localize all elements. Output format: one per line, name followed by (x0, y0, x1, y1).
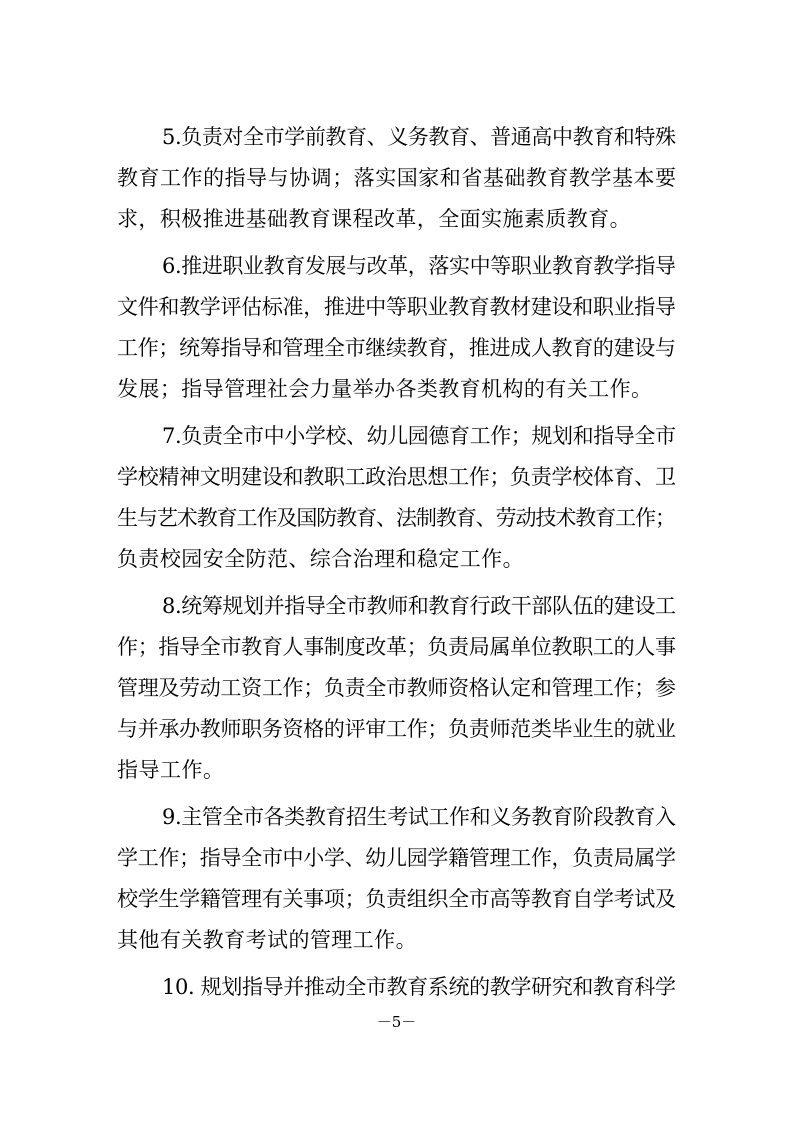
text-line (0, 627, 793, 667)
text-line (0, 586, 793, 626)
text-line (0, 967, 793, 1007)
text-line-content: 其他有关教育考试的管理工作。 (117, 928, 418, 952)
text-line (0, 838, 793, 878)
text-line-content: 求，积极推进基础教育课程改革，全面实施素质教育。 (117, 207, 632, 231)
text-line-content: 5.负责对全市学前教育、义务教育、普通高中教育和特殊 (162, 125, 676, 149)
text-line (0, 668, 793, 708)
text-line (0, 117, 793, 157)
text-line-content: 管理及劳动工资工作；负责全市教师资格认定和管理工作；参 (117, 676, 676, 700)
text-line-content: 校学生学籍管理有关事项；负责组织全市高等教育自学考试及 (117, 887, 676, 911)
text-line-content: 负责校园安全防范、综合治理和稳定工作。 (117, 547, 525, 571)
text-line (0, 879, 793, 919)
text-line (0, 457, 793, 497)
text-line (0, 750, 793, 790)
text-line-content: 工作；统筹指导和管理全市继续教育，推进成人教育的建设与 (117, 336, 676, 360)
text-line-content: 10. 规划指导并推动全市教育系统的教学研究和教育科学 (162, 975, 676, 999)
text-line (0, 287, 793, 327)
text-line (0, 416, 793, 456)
text-line (0, 246, 793, 286)
text-line-content: 学校精神文明建设和教职工政治思想工作；负责学校体育、卫 (117, 465, 676, 489)
text-line-content: 学工作；指导全市中小学、幼儿园学籍管理工作，负责局属学 (117, 846, 676, 870)
page-number: －5－ (376, 1013, 417, 1031)
text-line-content: 9.主管全市各类教育招生考试工作和义务教育阶段教育入 (162, 805, 676, 829)
text-line-content: 与并承办教师职务资格的评审工作；负责师范类毕业生的就业 (117, 717, 676, 741)
text-line (0, 920, 793, 960)
text-line (0, 369, 793, 409)
text-line-content: 作；指导全市教育人事制度改革；负责局属单位教职工的人事 (117, 635, 676, 659)
text-line-content: 7.负责全市中小学校、幼儿园德育工作；规划和指导全市 (162, 424, 676, 448)
text-line-content: 发展；指导管理社会力量举办各类教育机构的有关工作。 (117, 377, 653, 401)
text-line (0, 498, 793, 538)
text-line (0, 158, 793, 198)
text-line (0, 709, 793, 749)
text-line-content: 6.推进职业教育发展与改革，落实中等职业教育教学指导 (162, 254, 676, 278)
text-line-content: 文件和教学评估标准，推进中等职业教育教材建设和职业指导 (117, 295, 676, 319)
text-line (0, 539, 793, 579)
text-line (0, 199, 793, 239)
text-line-content: 指导工作。 (117, 758, 225, 782)
text-line (0, 328, 793, 368)
text-line-content: 教育工作的指导与协调；落实国家和省基础教育教学基本要 (117, 166, 677, 190)
text-line-content: 8.统筹规划并指导全市教师和教育行政干部队伍的建设工 (162, 594, 676, 618)
text-line-content: 生与艺术教育工作及国防教育、法制教育、劳动技术教育工作； (117, 506, 675, 530)
text-line (0, 797, 793, 837)
